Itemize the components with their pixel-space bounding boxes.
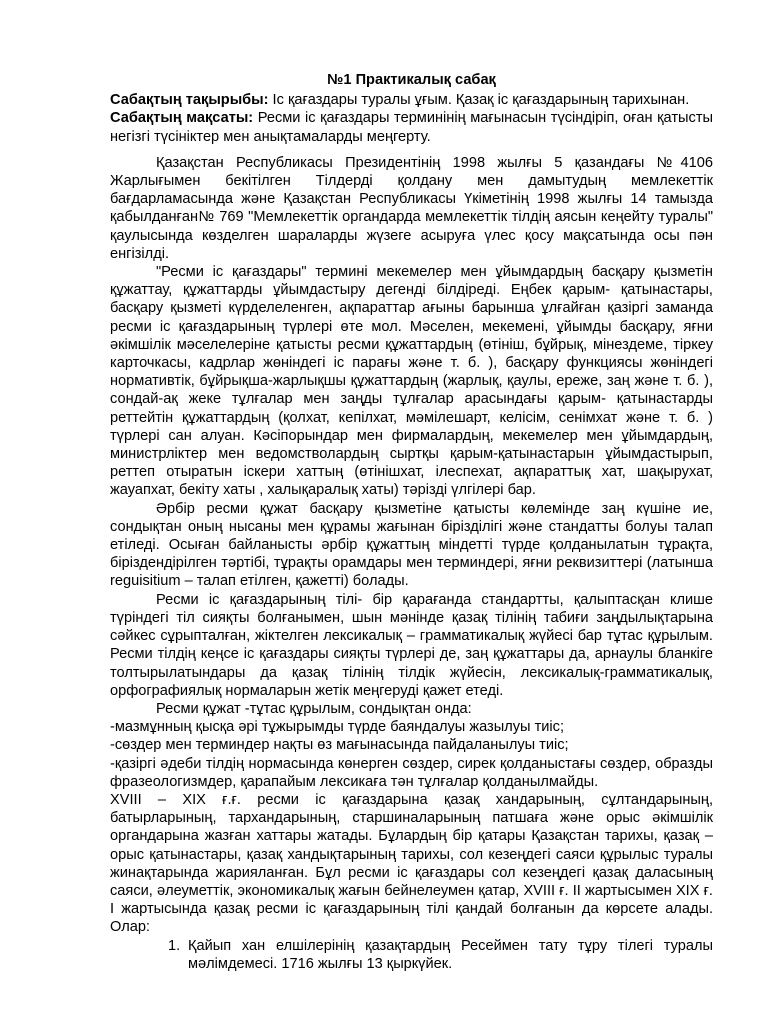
paragraph-official-document: Әрбір ресми құжат басқару қызметіне қатысты көлемінде заң күшіне ие, сондықтан оның нысаны мен құрамы жағынан біріздiлiгi және стандатты болуы талап етіледі. Осыған байланысты әрбір құжаттың міндетті түрде қолданылатын тұрақта, біріздендірілген тәртібі, тұрақты орамдары мен терминдері, яғни реквизиттері (латынша reguisitium – талап етілген, қажетті) болады. bbox=[110, 500, 713, 590]
dash-item: -сөздер мен терминдер нақты өз мағынасында пайдаланылуы тиіс; bbox=[110, 737, 569, 754]
paragraph-intro: Қазақстан Республикасы Президентінің 1998 жылғы 5 қазандағы №4106 Жарлығымен бекітілген Тілдерді қолдану мен дамытудың мемлекеттік бағдарламасында және Қазақстан Республикасы Үкіметінің 1998 жылғы 14 тамызда қабылданған№ 769 "Мемлекеттік органдарда мемлекеттік тілдің аясын кеңейту туралы" қаулысында көзделген шараларды жүзеге асыруға үлес қосу мақсатында осы пән енгізілді. bbox=[110, 154, 713, 262]
goal-text: Ресми іс қағаздары терминінің мағынасын түсіндіріп, оған қатысты негізгі түсініктер мен анықтамаларды меңгерту. bbox=[110, 110, 713, 145]
paragraph-history: XVIII – XIX ғ.ғ. ресми іс қағаздарына қазақ хандарының, сұлтандарының, батырларының, тархандарының, старшиналарының патшаға және орыс әкімшілік органдарына жазған хаттары жатады. Бұлардың бір қатары Қазақстан тарихы, қазақ – орыс қатынастары, қазақ хандықтарының тарихы, сол кезеңдегі саяси құрылыс туралы жинақтарында жарияланған. Бұл ресми іс қағаздары сол кезеңдегі қазақ даласының саяси, әлеуметтік, экономикалық жағын бейнелеумен қатар, XVIII ғ. ІІ жартысымен XIX ғ. І жартысында қазақ ресми іс қағаздарының тілі қандай болғанын да көрсете алады. Олар: bbox=[110, 791, 713, 936]
paragraph-official-language: Ресми іс қағаздарының тілі- бір қарағанда стандартты, қалыптасқан клише түріндегі тіл сияқты болғанымен, шын мәнінде қазақ тілінің табиғи заңдылықтарына сәйкес сұрыпталған, жіктелген лексикалық – грамматикалық жүйесі бар тұтас құрылым. Ресми тілдің кеңсе іс қағаздары сияқты түрлері де, заң құжаттары да, арнаулы бланкіге толтырылатындары да қазақ тілінің тілдік жүйесін, лексикалық-грамматикалық, орфографиялық нормаларын жетік меңгеруді қажет етеді. bbox=[110, 591, 713, 699]
dash-item: -қазіргі әдеби тілдің нормасында көнерген сөздер, сирек қолданыстағы сөздер, образды фразеологизмдер, қарапайым лексикаға тән тұлғалар қолданылмайды. bbox=[110, 755, 713, 790]
numbered-list bbox=[110, 937, 713, 973]
list-item-text: Қайып хан елшілерінің қазақтардың Ресеймен тату тұру тілегі туралы мәлімдемесі. 1716 жылғы 13 қыркүйек. bbox=[188, 937, 713, 972]
lesson-topic bbox=[110, 91, 713, 109]
lesson-goal bbox=[110, 109, 713, 145]
topic-text: Іс қағаздары туралы ұғым. Қазақ іс қағаздарының тарихынан. bbox=[268, 92, 690, 109]
paragraph-structure-intro: Ресми құжат -тұтас құрылым, сондықтан онда: bbox=[156, 700, 472, 717]
paragraph-term-definition: "Ресми іс қағаздары" термині мекемелер мен ұйымдардың басқару қызметін құжаттау, құжаттарды ұйымдастыру дегенді білдіреді. Еңбек қарым- қатынастары, басқару қызметі күрделеленген, ақпараттар ағыны барынша ұлғайған қазіргі заманда ресми іс қағаздарының түрлері өте мол. Мәселен, мекемені, ұйымды басқару, яғни әкімшілік мәселелеріне қатысты ресми құжаттардың (өтініш, бұйрық, мінездеме, тіркеу карточкасы, кадрлар жөніндегі іс парағы және т. б. ), басқару функциясы жөніндегі нормативтік, бұйрықша-жарлықшы құжаттардың (жарлық, қаулы, ереже, заң және т. б. ), сондай-ақ жеке тұлғалар мен заңды тұлғалар арасындағы қарым- қатынастарды реттейтін құжаттардың (қолхат, кепілхат, мәмілешарт, келісім, сенімхат және т. б. ) түрлері сан алуан. Кәсіпорындар мен фирмалардың, мекемелер мен ұйымдардың, министрліктер мен ведомстволардың сыртқы қарым-қатынастарын ұйымдастырып, реттеп отыратын іскери хаттың (өтінішхат, ілеспехат, ақпараттық хат, шақырухат, жауапхат, бекіту хаты , халықаралық хаты) тәрізді үлгілері бар. bbox=[110, 264, 713, 499]
list-item bbox=[168, 937, 713, 973]
goal-label: Сабақтың мақсаты: bbox=[110, 110, 254, 127]
list-item-number: 1. bbox=[168, 937, 181, 954]
document-title: №1 Практикалық сабақ bbox=[327, 72, 496, 88]
topic-label: Сабақтың тақырыбы: bbox=[110, 92, 269, 109]
dash-item: -мазмұнның қысқа әрі тұжырымды түрде баяндалуы жазылуы тиіс; bbox=[110, 719, 564, 736]
